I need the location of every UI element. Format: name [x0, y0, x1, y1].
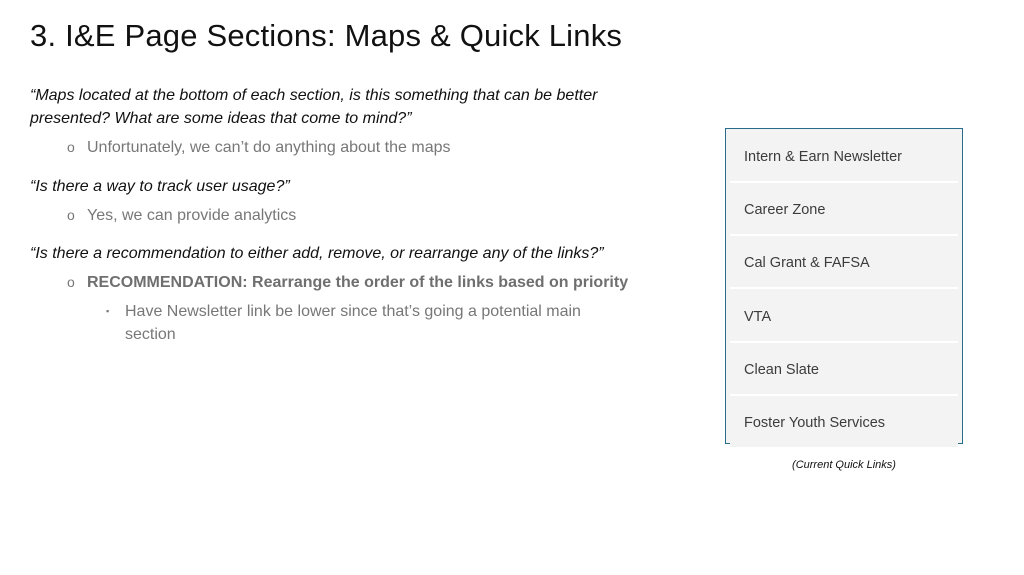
square-bullet-icon: ▪ — [106, 306, 110, 316]
circle-bullet-icon: o — [67, 207, 75, 223]
quick-link-career-zone[interactable]: Career Zone — [730, 186, 958, 236]
quick-link-newsletter[interactable]: Intern & Earn Newsletter — [730, 133, 958, 183]
quick-links-panel — [725, 128, 963, 444]
quick-link-cal-grant[interactable]: Cal Grant & FAFSA — [730, 239, 958, 289]
quick-link-clean-slate[interactable]: Clean Slate — [730, 346, 958, 396]
answer-3-text: RECOMMENDATION: Rearrange the order of the links based on priority — [87, 274, 629, 291]
answer-3-sub-text: Have Newsletter link be lower since that’s going a potential main section — [125, 303, 581, 343]
answer-2-text: Yes, we can provide analytics — [87, 207, 297, 224]
answer-1 — [67, 136, 630, 159]
qa-list — [30, 84, 630, 346]
circle-bullet-icon: o — [67, 274, 75, 290]
question-3: “Is there a recommendation to either add, remove, or rearrange any of the links?” — [30, 245, 604, 262]
question-2: “Is there a way to track user usage?” — [30, 178, 290, 195]
quick-link-vta[interactable]: VTA — [730, 293, 958, 343]
question-1: “Maps located at the bottom of each section, is this something that can be better presented? What are some ideas that come to mind?” — [30, 87, 598, 127]
slide-title: 3. I&E Page Sections: Maps & Quick Links — [30, 18, 623, 53]
answer-3 — [67, 271, 630, 294]
quick-links-caption: (Current Quick Links) — [792, 459, 896, 471]
answer-3-sub — [106, 300, 605, 346]
answer-2 — [67, 204, 630, 227]
circle-bullet-icon: o — [67, 139, 75, 155]
quick-link-foster-youth[interactable]: Foster Youth Services — [730, 399, 958, 447]
answer-1-text: Unfortunately, we can’t do anything about the maps — [87, 139, 451, 156]
